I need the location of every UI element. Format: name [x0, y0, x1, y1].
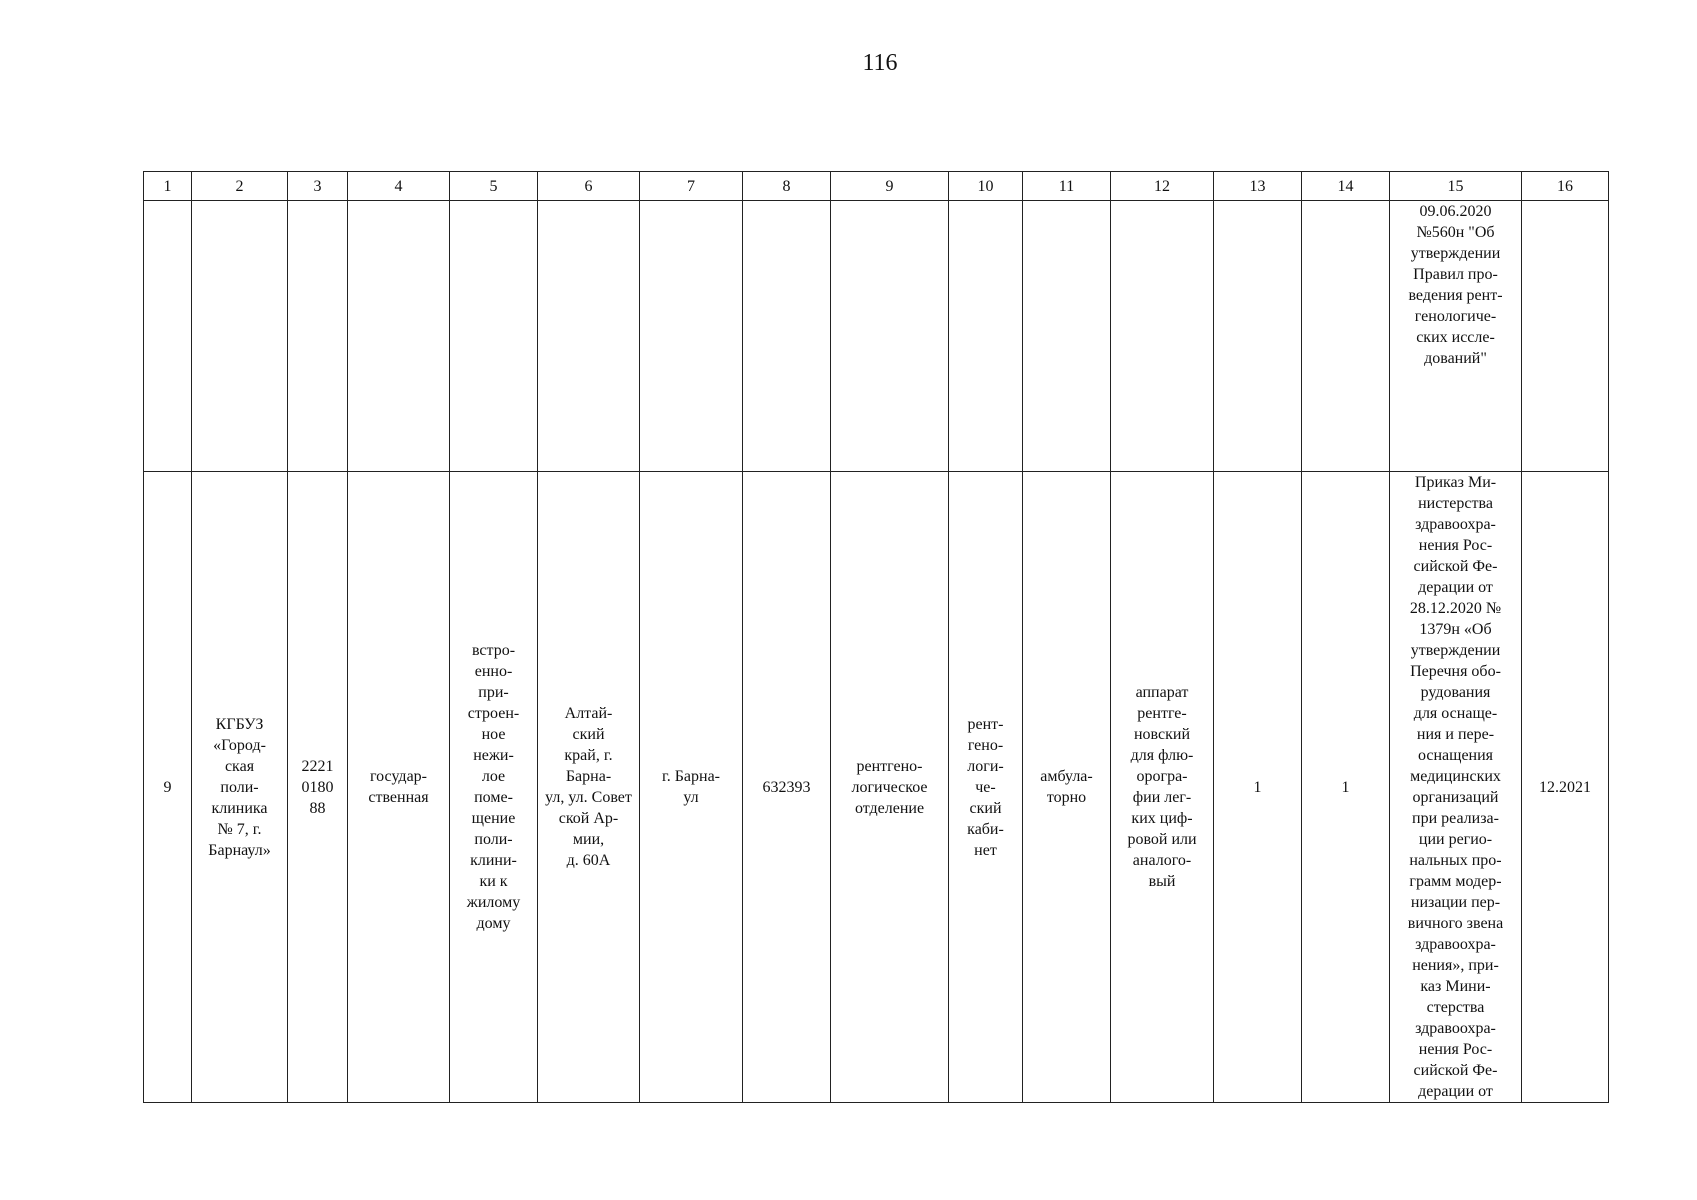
column-header: 14	[1302, 172, 1390, 201]
column-header: 11	[1023, 172, 1111, 201]
table-cell	[144, 201, 192, 472]
inn-cell	[288, 472, 348, 1103]
ownership-value: государ- ственная	[368, 768, 429, 806]
table-cell	[1522, 201, 1609, 472]
code-cell	[743, 472, 831, 1103]
table-cell	[1302, 201, 1390, 472]
equipment-value: аппарат рентге- новский для флю- орогра- фии лег- ких циф- ровой или аналого- вый	[1127, 684, 1197, 890]
row-number-cell	[144, 472, 192, 1103]
table-cell	[348, 201, 450, 472]
page-number: 116	[862, 50, 898, 76]
table-cell	[831, 201, 949, 472]
column-header: 9	[831, 172, 949, 201]
column-header: 2	[192, 172, 288, 201]
quantity-value: 1	[1253, 778, 1262, 796]
organization-cell	[192, 472, 288, 1103]
column-header: 16	[1522, 172, 1609, 201]
legal-basis-text: Приказ Ми- нистерства здравоохра- нения Рос- сийской Фе- дерации от 28.12.2020 № 1379н «Об утверждении Перечня обо- рудования для оснаще- ния и пере- оснащения медицинских организаций при реализа- ции регио- нальных про- грамм модер- низации пер- вичного звена здравоохра- нения», при- каз Мини- стерства здравоохра- нения Рос- сийской Фе- дерации от	[1407, 474, 1504, 1100]
column-header: 3	[288, 172, 348, 201]
date-cell	[1522, 472, 1609, 1103]
table-cell	[538, 201, 640, 472]
code-value: 632393	[762, 778, 811, 796]
table-cell	[640, 201, 743, 472]
inn-value: 2221 0180 88	[301, 757, 334, 817]
department-value: рентгено- логическое отделение	[851, 757, 928, 817]
table-cell	[288, 201, 348, 472]
legal-basis-cell	[1390, 472, 1522, 1103]
table-cell	[1214, 201, 1302, 472]
column-header: 10	[949, 172, 1023, 201]
address-value: Алтай- ский край, г. Барна- ул, ул. Совет ской Ар- мии, д. 60А	[545, 705, 632, 869]
quantity-cell	[1214, 472, 1302, 1103]
column-header: 1	[144, 172, 192, 201]
column-number-header-row	[144, 172, 1609, 201]
locality-value: г. Барна- ул	[661, 768, 721, 806]
address-cell	[538, 472, 640, 1103]
column-header: 5	[450, 172, 538, 201]
quantity-cell	[1302, 472, 1390, 1103]
premises-cell	[450, 472, 538, 1103]
equipment-cell	[1111, 472, 1214, 1103]
table-cell	[450, 201, 538, 472]
ownership-cell	[348, 472, 450, 1103]
table-cell	[1111, 201, 1214, 472]
unit-value: рент- гено- логи- че- ский каби- нет	[967, 715, 1004, 859]
column-header: 4	[348, 172, 450, 201]
table-cell	[192, 201, 288, 472]
legal-basis-text: 09.06.2020 №560н "Об утверждении Правил про- ведения рент- генологиче- ских иссле- дований"	[1408, 203, 1503, 367]
table-cell	[949, 201, 1023, 472]
continuation-row	[144, 201, 1609, 472]
table-row	[144, 472, 1609, 1103]
premises-type: встро- енно- при- строен- ное нежи- лое поме- щение поли- клини- ки к жилому дому	[466, 642, 521, 932]
quantity-value: 1	[1341, 778, 1350, 796]
organization-name: КГБУЗ «Город- ская поли- клиника № 7, г. Барнаул»	[208, 715, 271, 859]
column-header: 13	[1214, 172, 1302, 201]
date-value: 12.2021	[1539, 778, 1591, 796]
care-conditions-value: амбула- торно	[1040, 768, 1093, 806]
department-cell	[831, 472, 949, 1103]
column-header: 15	[1390, 172, 1522, 201]
table-cell	[743, 201, 831, 472]
column-header: 7	[640, 172, 743, 201]
column-header: 12	[1111, 172, 1214, 201]
register-table	[143, 171, 1609, 1103]
column-header: 6	[538, 172, 640, 201]
table-cell	[1023, 201, 1111, 472]
unit-cell	[949, 472, 1023, 1103]
locality-cell	[640, 472, 743, 1103]
column-header: 8	[743, 172, 831, 201]
legal-basis-cell	[1390, 201, 1522, 472]
care-conditions-cell	[1023, 472, 1111, 1103]
row-number: 9	[163, 778, 172, 796]
